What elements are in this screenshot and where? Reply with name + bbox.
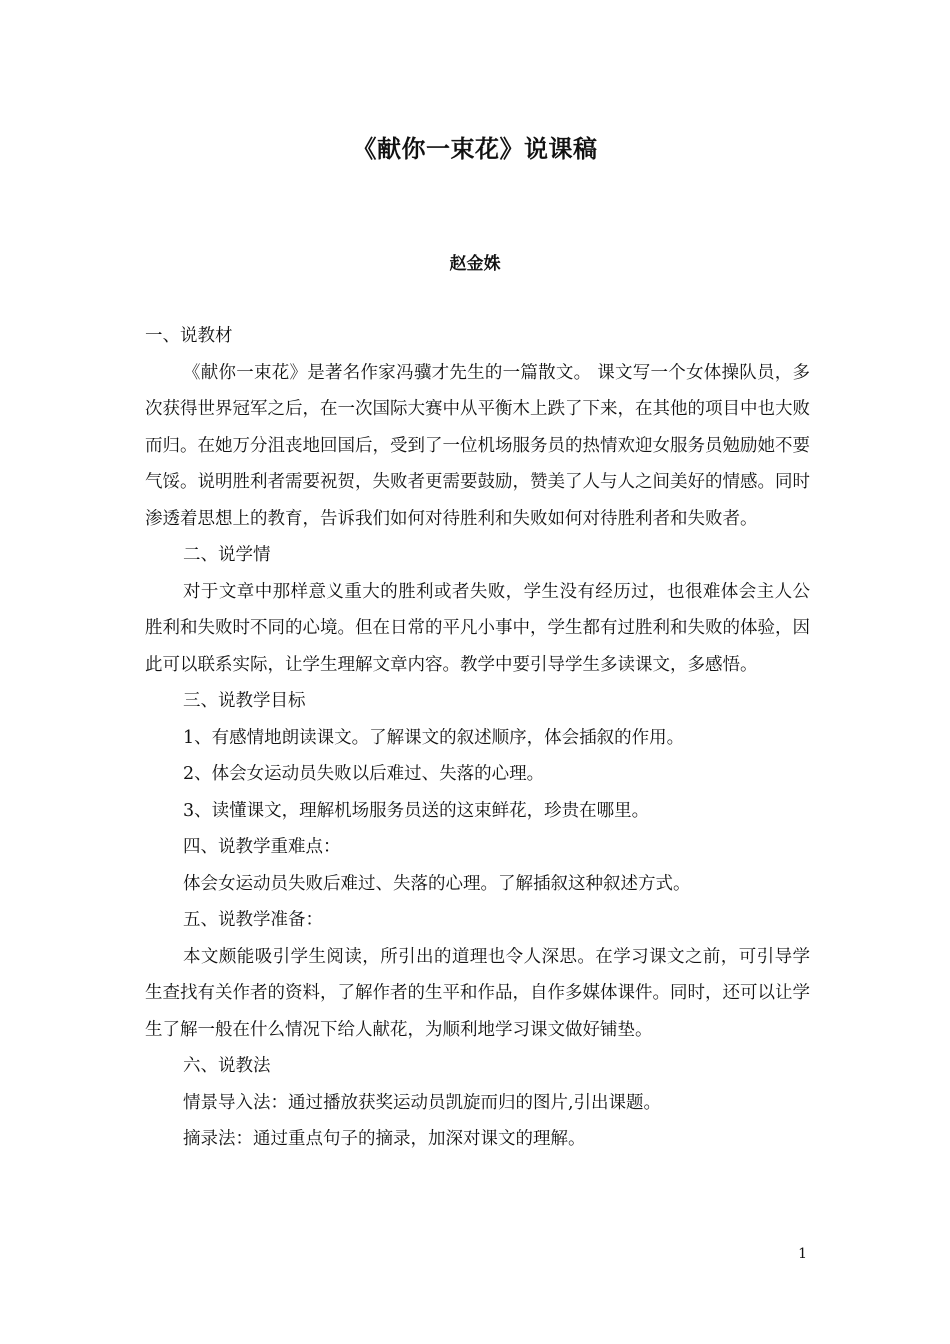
document-author: 赵金姝 [449, 254, 501, 274]
paragraph-method-excerpt: 摘录法：通过重点句子的摘录，加深对课文的理解。 [183, 1129, 586, 1149]
paragraph-key-points: 体会女运动员失败后难过、失落的心理。了解插叙这种叙述方式。 [183, 873, 691, 894]
document-body [145, 318, 810, 1158]
paragraph-teaching-material: 《献你一束花》是著名作家冯骥才先生的一篇散文。 课文写一个女体操队员，多次获得世界冠军之后，在一次国际大赛中从平衡木上跌了下来，在其他的项目中也大败而归。在她万分沮丧地回国后，受到了一位机场服务员的热情欢迎女服务员勉励她不要气馁。说明胜利者需要祝贺，失败者更需要鼓励，赞美了人与人之间美好的情感。同时渗透着思想上的教育，告诉我们如何对待胜利和失败如何对待胜利者和失败者。 [145, 362, 810, 529]
document-title: 《献你一束花》说课稿 [352, 135, 598, 163]
paragraph-student-analysis: 对于文章中那样意义重大的胜利或者失败，学生没有经历过，也很难体会主人公胜利和失败时不同的心境。但在日常的平凡小事中，学生都有过胜利和失败的体验，因此可以联系实际，让学生理解文章内容。教学中要引导学生多读课文，多感悟。 [145, 581, 810, 675]
section-heading-preparation: 五、说教学准备： [183, 910, 323, 930]
section-heading-teaching-material: 一、说教材 [145, 326, 233, 346]
list-item-goal-2: 2、体会女运动员失败以后难过、失落的心理。 [183, 764, 545, 784]
section-heading-key-points: 四、说教学重难点： [183, 837, 341, 857]
section-heading-student-analysis: 二、说学情 [183, 545, 271, 565]
list-item-goal-3: 3、读懂课文，理解机场服务员送的这束鲜花，珍贵在哪里。 [183, 800, 650, 821]
list-item-goal-1: 1、有感情地朗读课文。了解课文的叙述顺序，体会插叙的作用。 [183, 727, 685, 748]
section-heading-teaching-methods: 六、说教法 [183, 1056, 271, 1076]
paragraph-method-scene-intro: 情景导入法：通过播放获奖运动员凯旋而归的图片,引出课题。 [183, 1092, 662, 1113]
page-number: 1 [798, 1246, 807, 1262]
section-heading-teaching-goals: 三、说教学目标 [183, 691, 306, 711]
paragraph-preparation: 本文颇能吸引学生阅读，所引出的道理也令人深思。在学习课文之前，可引导学生查找有关作者的资料，了解作者的生平和作品，自作多媒体课件。同时，还可以让学生了解一般在什么情况下给人献花，为顺利地学习课文做好铺垫。 [145, 946, 810, 1040]
